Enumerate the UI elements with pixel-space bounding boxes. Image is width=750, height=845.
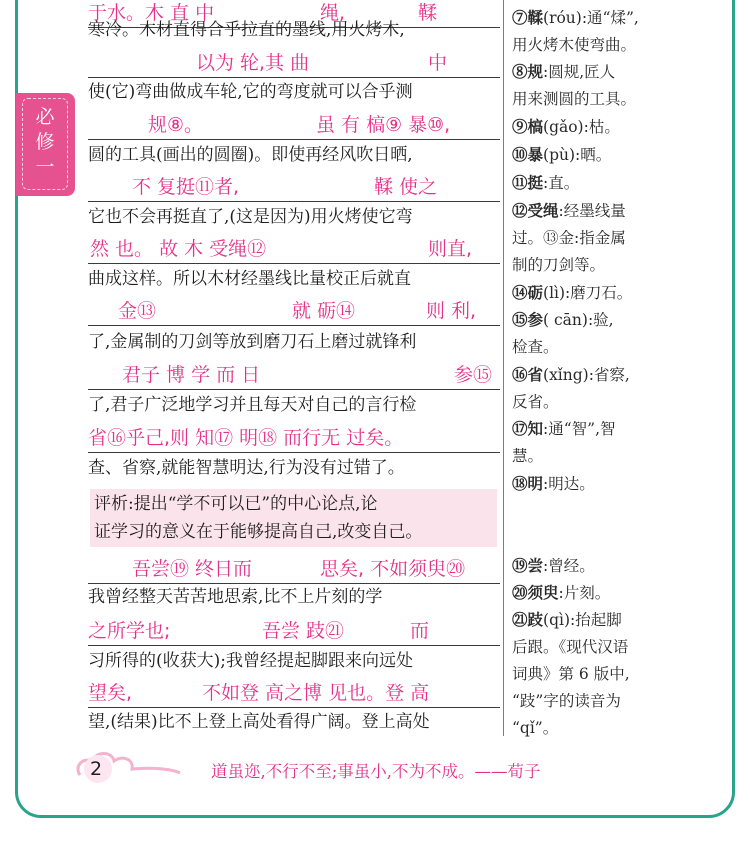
translation-line [88,110,500,140]
commentary-box [90,489,497,547]
footer-quote: 道虽迩,不行不至;事虽小,不为不成。——荀子 [211,762,541,781]
original-text-line: 曲成这样。所以木材经墨线比量校正后就直 [88,269,411,289]
chapter-tab-char: 一 [35,156,55,178]
translation-line [88,234,500,264]
annotation-line [512,660,734,688]
annotation-line [512,633,734,661]
annotation-gloss: (qì):抬起脚 [543,611,622,629]
annotation-line [512,579,734,607]
annotation-term: ⑨槁 [512,117,544,136]
translation-line [88,48,500,78]
annotation-line [512,333,734,361]
translation-segment: 参⑮ [454,364,493,386]
original-text-line: 查、省察,就能智慧明达,行为没有过错了。 [88,458,405,478]
annotation-line [512,224,734,252]
translation-segment: 就 砺⑭ [292,300,356,322]
annotation-gloss: (róu):通“煣”, [543,9,639,27]
annotation-gloss: 过。⑬金:指金属 [512,229,626,247]
annotation-line [512,4,734,32]
translation-segment: 不 复挺⑪者, [132,176,240,198]
cloud-ornament [72,745,182,785]
translation-line [88,678,500,708]
annotation-line [512,442,734,470]
annotation-term: ⑩暴 [512,145,544,164]
annotation-gloss: (xǐng):省察, [543,366,630,384]
annotation-gloss: :经墨线量 [558,202,626,220]
annotation-line [512,361,734,389]
original-text-line: 它也不会再挺直了,(这是因为)用火烤使它弯 [88,207,413,227]
translation-segment: 虽 有 槁⑨ 暴⑩, [316,114,451,136]
annotation-line [512,306,734,334]
annotation-term: ⑮参 [512,310,544,329]
original-text-line: 习所得的(收获大);我曾经提起脚跟来向远处 [88,651,413,671]
annotation-line [512,415,734,443]
annotation-line [512,31,734,59]
translation-segment: 中 [428,52,448,74]
commentary-line: 评析:提出“学不可以已”的中心论点,论 [94,494,378,514]
original-text-line: 寒冷。木材直得合乎拉直的墨线,用火烤木, [88,20,405,40]
translation-line [88,616,500,646]
annotation-term: ⑧规 [512,62,544,81]
translation-segment: 省⑯乎己,则 知⑰ 明⑱ 而行无 过矣。 [88,427,404,449]
annotation-term: ⑳须臾 [512,583,559,602]
annotation-line [512,279,734,307]
translation-segment: 而 [410,620,430,642]
chapter-tab [16,93,75,196]
annotation-term: ⑫受绳 [512,201,559,220]
annotation-gloss: :直。 [543,174,580,192]
translation-segment: 规⑧。 [148,114,204,136]
annotation-line [512,58,734,86]
commentary-line: 证学习的意义在于能够提高自己,改变自己。 [94,522,423,542]
translation-line [88,172,500,202]
annotation-gloss: (gǎo):枯。 [543,118,620,136]
translation-segment: 吾尝⑲ 终日而 [132,558,253,580]
annotation-gloss: :明达。 [543,475,595,493]
translation-segment: 则直, [428,238,473,260]
annotation-gloss: :圆规,匠人 [543,63,616,81]
translation-segment: 之所学也; [88,620,171,642]
annotation-gloss: 用来测圆的工具。 [512,90,637,108]
annotation-gloss: 词典》第 6 版中, [512,665,630,683]
translation-line [88,554,500,584]
original-text-line: 望,(结果)比不上登上高处看得广阔。登上高处 [88,712,430,732]
annotation-line [512,197,734,225]
annotation-line [512,388,734,416]
annotation-gloss: 反省。 [512,393,559,411]
translation-segment: 然 也。 故 木 受绳⑫ [90,238,267,260]
annotation-gloss: “qǐ”。 [512,719,559,737]
annotation-gloss: 后跟。《现代汉语 [512,638,629,656]
annotation-gloss: 慧。 [512,447,544,465]
annotation-term: ⑭砺 [512,283,544,302]
annotation-gloss: (lì):磨刀石。 [543,284,633,302]
annotation-gloss: :片刻。 [558,584,611,602]
annotation-term: ⑲尝 [512,556,544,575]
annotation-line [512,606,734,634]
original-text-line: 了,君子广泛地学习并且每天对自己的言行检 [88,395,417,415]
translation-segment: 金⑬ [118,300,157,322]
annotation-term: ⑯省 [512,365,544,384]
original-text-line: 使(它)弯曲做成车轮,它的弯度就可以合乎测 [88,82,413,102]
annotation-gloss: 检查。 [512,338,559,356]
annotation-term: ㉑跂 [512,610,544,629]
translation-segment: 君子 博 学 而 日 [122,364,261,386]
annotation-line [512,141,734,169]
annotation-line [512,85,734,113]
translation-segment: 鞣 使之 [374,176,438,198]
page-number: 2 [90,758,103,780]
annotation-line [512,251,734,279]
translation-segment: 思矣, 不如须臾⑳ [320,558,466,580]
annotation-gloss: “跂”字的读音为 [512,692,621,710]
annotation-gloss: 用火烤木使弯曲。 [512,36,637,54]
translation-segment: 鞣 [418,2,438,24]
translation-line [88,423,500,453]
annotation-gloss: (pù):晒。 [543,146,612,164]
translation-segment: 于水。木 直 中 [88,2,215,24]
annotation-term: ⑰知 [512,419,544,438]
translation-segment: 绳, [320,2,346,24]
chapter-tab-char: 必 [35,106,55,128]
annotation-gloss: 制的刀剑等。 [512,256,606,274]
translation-segment: 吾尝 跂㉑ [262,620,345,642]
annotation-gloss: :曾经。 [543,557,595,575]
annotation-line [512,169,734,197]
annotation-term: ⑱明 [512,474,544,493]
annotation-line [512,470,734,498]
annotation-gloss: :通“智”,智 [543,420,616,438]
annotation-line [512,714,734,742]
original-text-line: 圆的工具(画出的圆圈)。即使再经风吹日晒, [88,145,413,165]
translation-line [88,360,500,390]
annotation-line [512,113,734,141]
column-divider [503,0,504,736]
translation-segment: 望矣, [88,682,133,704]
annotation-term: ⑦鞣 [512,8,544,27]
original-text-line: 我曾经整天苦苦地思索,比不上片刻的学 [88,587,383,607]
translation-segment: 不如登 高之博 见也。登 高 [202,682,430,704]
annotation-term: ⑪挺 [512,173,544,192]
original-text-line: 了,金属制的刀剑等放到磨刀石上磨过就锋利 [88,332,417,352]
translation-segment: 以为 轮,其 曲 [196,52,310,74]
annotation-gloss: ( cān):验, [543,311,614,329]
chapter-tab-char: 修 [35,131,55,153]
translation-segment: 则 利, [426,300,477,322]
annotation-line [512,552,734,580]
translation-line [88,296,500,326]
annotation-line [512,687,734,715]
